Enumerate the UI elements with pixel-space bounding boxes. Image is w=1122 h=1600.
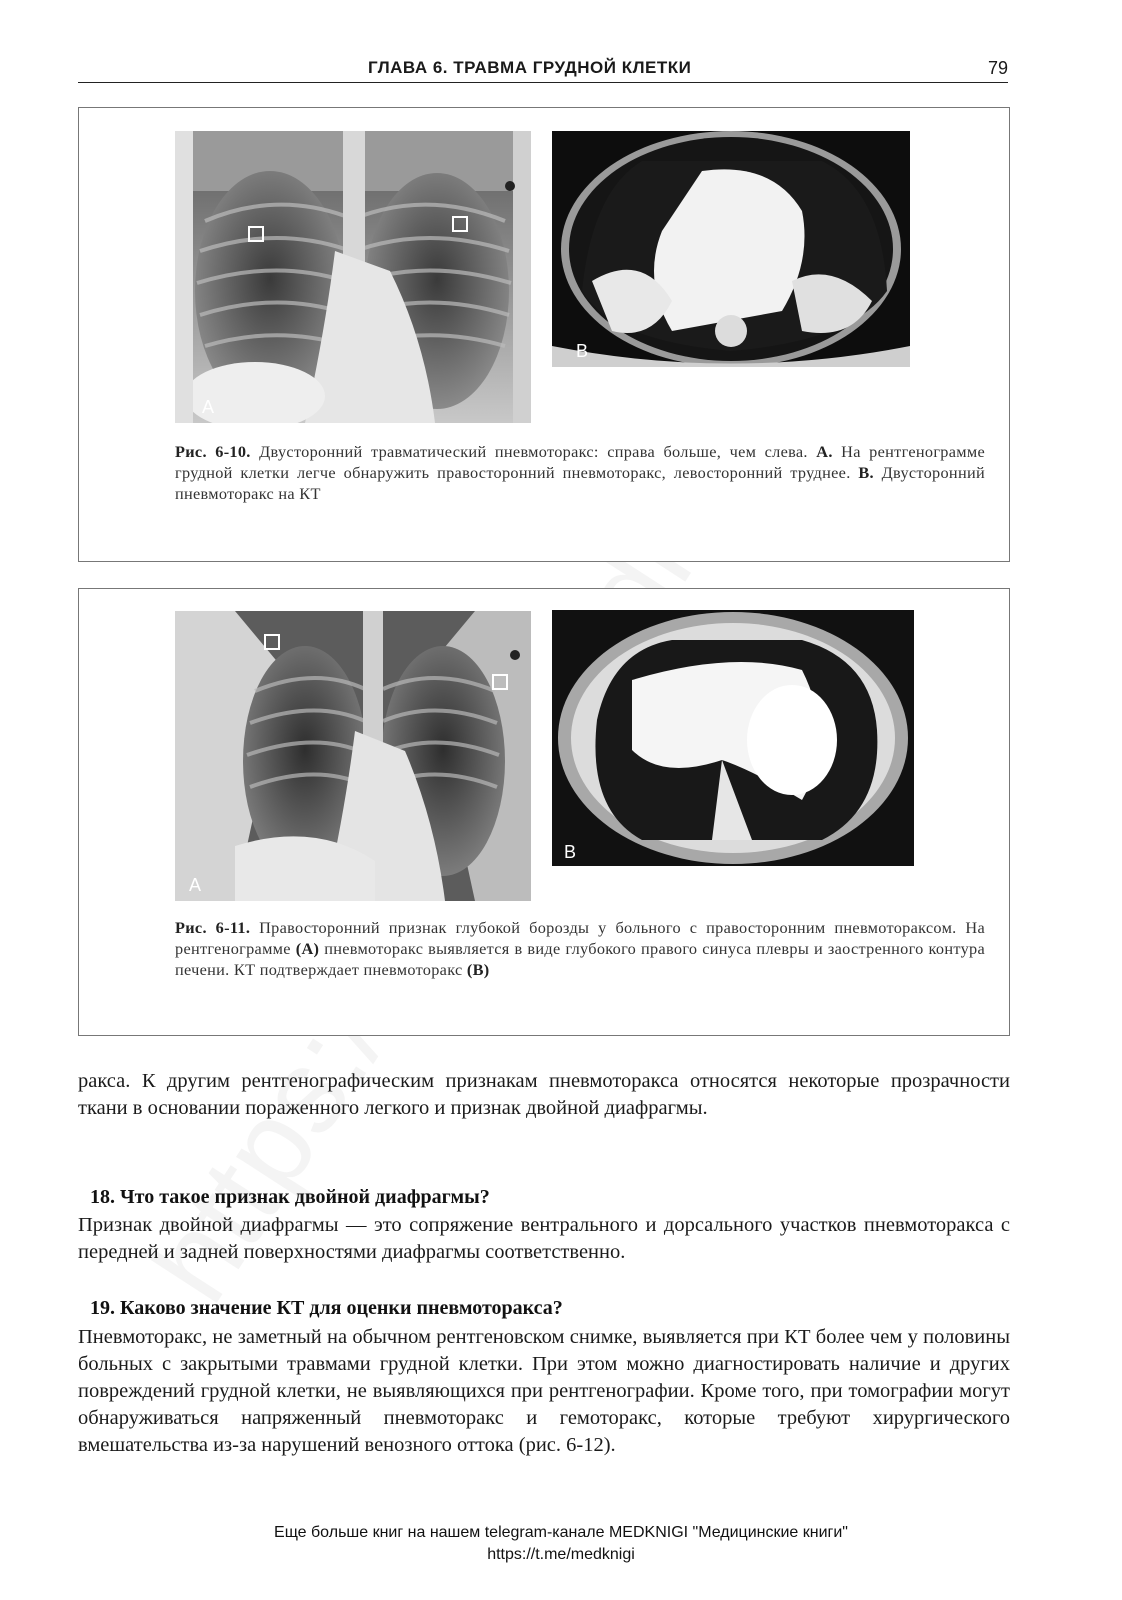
- caption-b-text: Двусторонний пневмоторакс на КТ: [175, 463, 985, 503]
- caption-b-ref: (B): [466, 960, 490, 979]
- figure-6-10: [78, 107, 1010, 562]
- panel-label-b: B: [576, 341, 589, 361]
- caption-label: Рис. 6-10.: [175, 442, 251, 461]
- page-number: 79: [987, 58, 1008, 78]
- panel-label-b: B: [564, 842, 577, 862]
- continuation-paragraph: ракса. К другим рентгенографическим признакам пневмоторакса относятся некоторые прозрачности ткани в основании пораженного легкого и признак двойной диафрагмы.: [78, 1070, 1010, 1119]
- caption-b-label: B.: [858, 463, 874, 482]
- question-18-answer: Признак двойной диафрагмы — это сопряжение вентрального и дорсального участков пневмоторакса с передней и задней поверхностями диафрагмы соответственно.: [78, 1214, 1010, 1263]
- footer-link[interactable]: https://t.me/medknigi: [487, 1546, 635, 1563]
- figure-6-11-caption: [175, 917, 985, 980]
- question-19-heading: 19. Каково значение КТ для оценки пневмоторакса?: [90, 1297, 563, 1319]
- caption-a-label: A.: [816, 442, 833, 461]
- panel-label-a: A: [189, 875, 202, 895]
- question-19-answer: Пневмоторакс, не заметный на обычном рентгеновском снимке, выявляется при КТ более чем у половины больных с закрытыми травмами грудной клетки. При этом можно диагностировать наличие и других повреждений грудной клетки, не выявляющихся при рентгенографии. Кроме того, при томографии могут обнаруживаться напряженный пневмоторакс и гемоторакс, которые требуют хирургического вмешательства из-за нарушений венозного оттока (рис. 6-12).: [78, 1326, 1010, 1456]
- caption-text-1: Правосторонний признак глубокой борозды у больного с правосторонним пневмотораксом. На рентгенограмме: [175, 918, 985, 958]
- running-header: [78, 56, 1008, 83]
- caption-a-ref: (A): [295, 939, 320, 958]
- caption-text-2: пневмоторакс выявляется в виде глубокого правого синуса плевры и заостренного контура печени. КТ подтверждает пневмоторакс: [175, 939, 985, 979]
- chapter-title: ГЛАВА 6. ТРАВМА ГРУДНОЙ КЛЕТКИ: [368, 58, 692, 77]
- chest-xray-image: [175, 131, 531, 423]
- caption-label: Рис. 6-11.: [175, 918, 251, 937]
- chest-ct-image: [552, 610, 914, 866]
- figure-6-10-caption: [175, 441, 985, 504]
- question-18-heading: 18. Что такое признак двойной диафрагмы?: [90, 1186, 490, 1208]
- figure-6-11: [78, 588, 1010, 1036]
- footer-promo-line: Еще больше книг на нашем telegram-канале MEDKNIGI "Медицинские книги": [274, 1524, 848, 1541]
- chest-ct-image: [552, 131, 910, 367]
- chest-xray-image: [175, 611, 531, 901]
- panel-label-a: A: [202, 397, 215, 417]
- caption-a-text: На рентгенограмме грудной клетки легче обнаружить правосторонний пневмоторакс, левосторонний труднее.: [175, 442, 986, 482]
- caption-intro: Двусторонний травматический пневмоторакс: справа больше, чем слева.: [259, 442, 808, 461]
